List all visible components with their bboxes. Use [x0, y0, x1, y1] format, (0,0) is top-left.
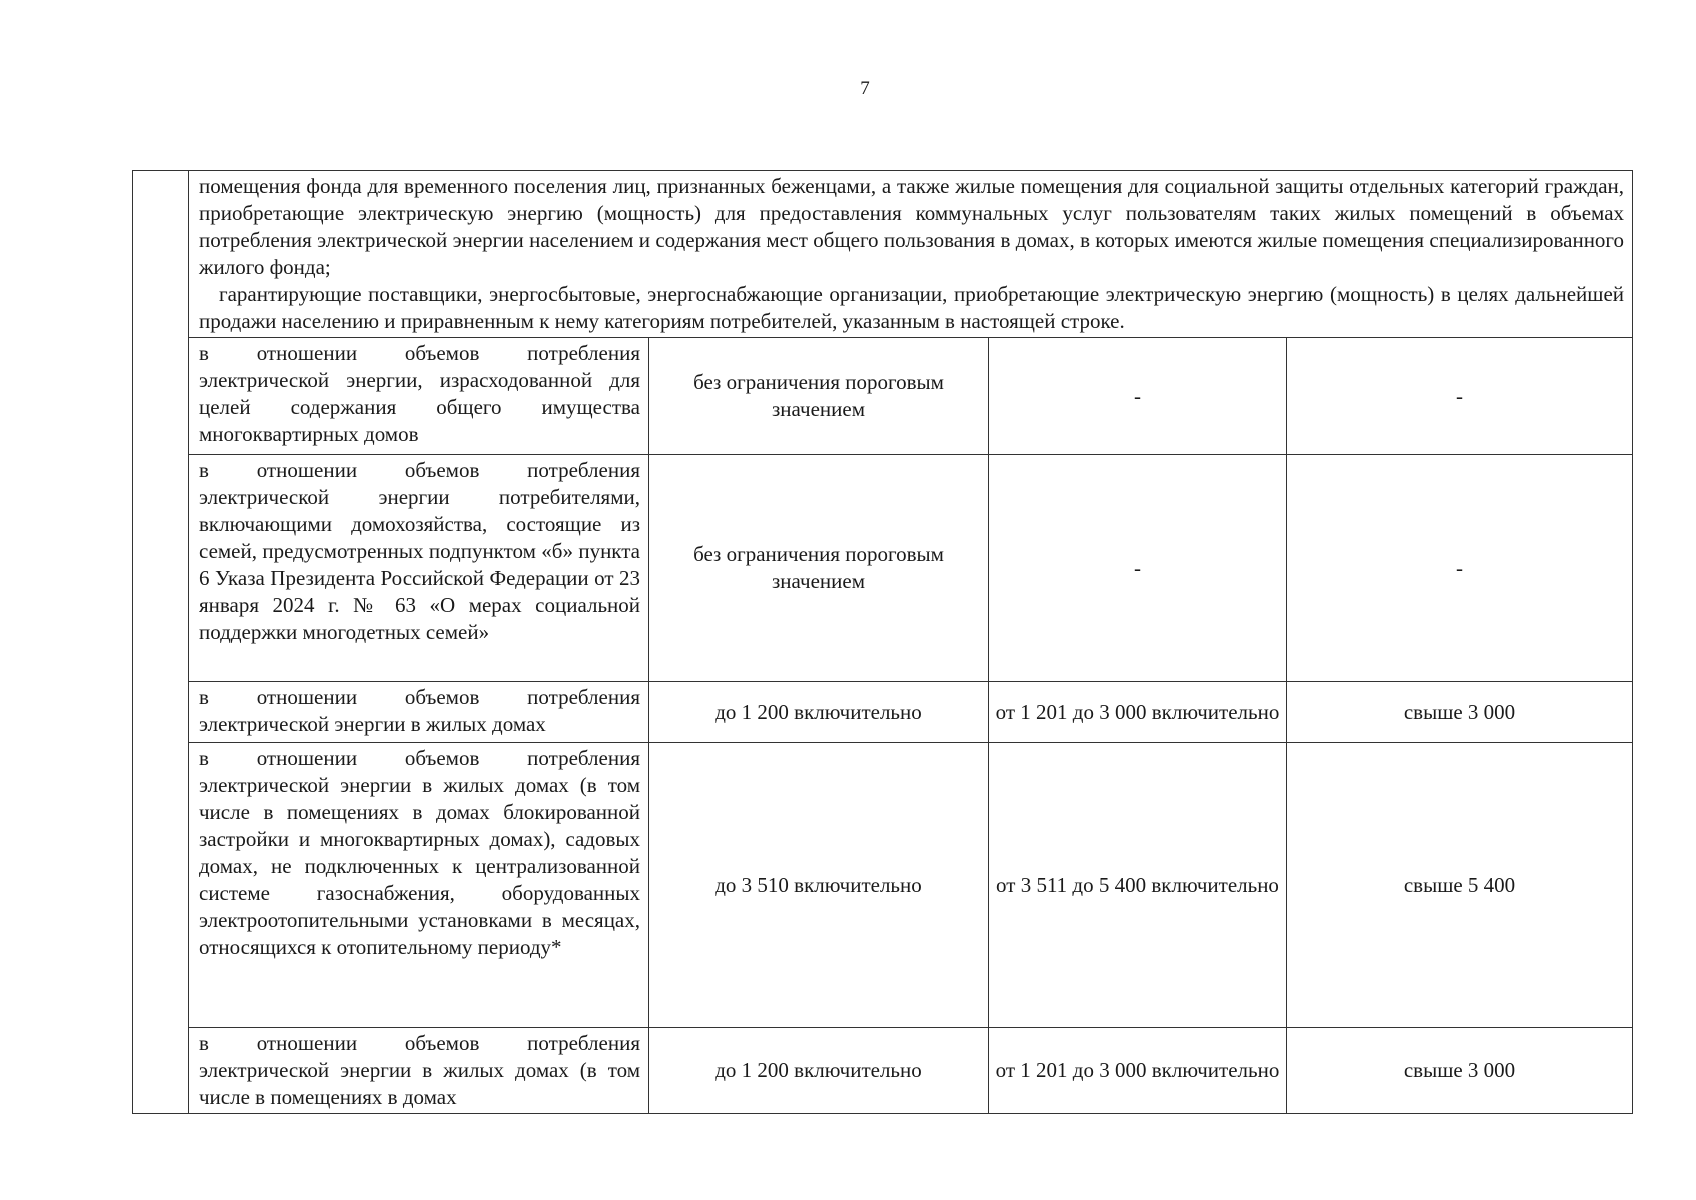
table-row — [133, 682, 1633, 743]
range-3-cell: свыше 3 000 — [1287, 1028, 1633, 1114]
table-row — [133, 743, 1633, 1028]
table-row — [133, 1028, 1633, 1114]
range-3-cell: - — [1287, 338, 1633, 455]
intro-cell — [189, 171, 1633, 338]
range-3-cell: свыше 3 000 — [1287, 682, 1633, 743]
row-number-cell — [133, 171, 189, 1114]
row-description: в отношении объемов потребления электрической энергии в жилых домах — [189, 682, 649, 743]
range-2-cell: - — [989, 455, 1287, 682]
range-1-cell: без ограничения пороговым значением — [649, 455, 989, 682]
tariff-threshold-table — [132, 170, 1633, 1114]
range-1-cell: без ограничения пороговым значением — [649, 338, 989, 455]
row-description: в отношении объемов потребления электрической энергии потребителями, включающими домохозяйства, состоящие из семей, предусмотренных подпунктом «б» пункта 6 Указа Президента Российской Федерации от 23 января 2024 г. № 63 «О мерах социальной поддержки многодетных семей» — [189, 455, 649, 682]
row-description: в отношении объемов потребления электрической энергии, израсходованной для целей содержания общего имущества многоквартирных домов — [189, 338, 649, 455]
page-number: 7 — [860, 78, 870, 99]
range-1-cell: до 1 200 включительно — [649, 682, 989, 743]
range-3-cell: - — [1287, 455, 1633, 682]
table-row-intro — [133, 171, 1633, 338]
range-1-cell: до 1 200 включительно — [649, 1028, 989, 1114]
table-row — [133, 338, 1633, 455]
range-2-cell: от 3 511 до 5 400 включительно — [989, 743, 1287, 1028]
range-1-cell: до 3 510 включительно — [649, 743, 989, 1028]
intro-paragraph-2: гарантирующие поставщики, энергосбытовые, энергоснабжающие организации, приобретающие электрическую энергию (мощность) в целях дальнейшей продажи населению и приравненным к нему категориям потребителей, указанным в настоящей строке. — [199, 282, 1625, 333]
intro-paragraph-1: помещения фонда для временного поселения лиц, признанных беженцами, а также жилые помещения для социальной защиты отдельных категорий граждан, приобретающие электрическую энергию (мощность) для предоставления коммунальных услуг пользователям таких жилых помещений в объемах потребления электрической энергии населением и содержания мест общего пользования в домах, в которых имеются жилые помещения специализированного жилого фонда; — [199, 174, 1625, 279]
range-2-cell: - — [989, 338, 1287, 455]
row-description: в отношении объемов потребления электрической энергии в жилых домах (в том числе в помещениях в домах блокированной застройки и многоквартирных домах), садовых домах, не подключенных к централизованной системе газоснабжения, оборудованных электроотопительными установками в месяцах, относящихся к отопительному периоду* — [189, 743, 649, 1028]
range-3-cell: свыше 5 400 — [1287, 743, 1633, 1028]
range-2-cell: от 1 201 до 3 000 включительно — [989, 1028, 1287, 1114]
table-row — [133, 455, 1633, 682]
row-description: в отношении объемов потребления электрической энергии в жилых домах (в том числе в помещениях в домах — [189, 1028, 649, 1114]
range-2-cell: от 1 201 до 3 000 включительно — [989, 682, 1287, 743]
